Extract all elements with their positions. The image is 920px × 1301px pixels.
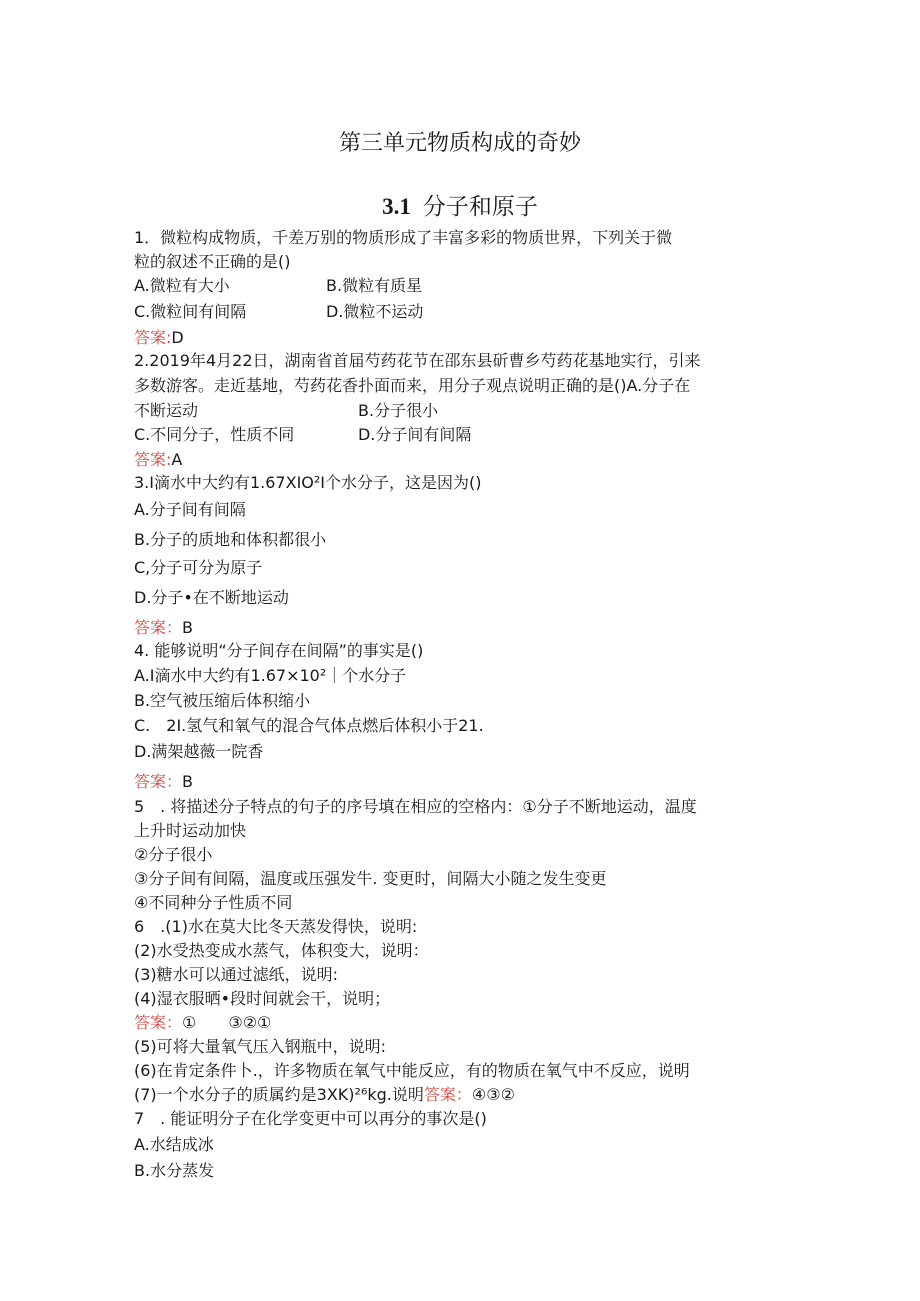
q4-option-d: D.满架越薇一院香	[134, 742, 264, 761]
q7-stem: 7 . 能证明分子在化学变更中可以再分的事次是()	[134, 1109, 487, 1128]
q1-option-row2	[134, 301, 424, 323]
answer-label: 答案:	[134, 450, 172, 469]
q3-answer	[134, 617, 193, 639]
q3-stem: 3.I滴水中大约有1.67XIO²I个水分子，这是因为()	[134, 473, 482, 492]
answer-value: A	[171, 450, 183, 469]
q4-option-b: B.空气被压缩后体积缩小	[134, 691, 311, 710]
q3-option-d: D.分子•在不断地运动	[134, 588, 289, 607]
q2-option-a: 不断运动	[134, 401, 199, 420]
q6-line4: (4)湿衣服晒•段时间就会干，说明；	[134, 989, 391, 1008]
q2-answer	[134, 449, 182, 471]
answer-value: D	[171, 328, 184, 347]
answer-label: 答案：	[134, 1013, 183, 1032]
q5-stem-line2: 上升时运动加快	[134, 821, 247, 840]
answer-value: ④③②	[471, 1085, 515, 1104]
q2-option-d: D.分子间有间隔	[358, 425, 472, 444]
q2-stem-line1: 2.2019年4月22日，湖南省首届芍药花节在邵东县斫曹乡芍药花基地实行，引来	[134, 351, 701, 370]
q3-option-a: A.分子间有间隔	[134, 500, 246, 519]
q6-line7	[134, 1084, 515, 1106]
q6-line7-text: (7)一个水分子的质属约是3XK)²⁶kg.说明	[134, 1085, 424, 1104]
q2-option-c: C.不同分子，性质不同	[134, 425, 295, 444]
q6-answer	[134, 1012, 271, 1034]
page-title: 第三单元物质构成的奇妙	[338, 131, 581, 156]
q6-line1: 6 .(1)水在莫大比冬天蒸发得快，说明:	[134, 917, 418, 936]
q7-option-b: B.水分蒸发	[134, 1161, 215, 1180]
answer-label: 答案:	[134, 328, 172, 347]
section-title: 分子和原子	[422, 194, 538, 220]
q2-option-b: B.分子很小	[358, 401, 439, 420]
answer-label: 答案：	[423, 1085, 472, 1104]
q4-answer	[134, 771, 193, 793]
q1-answer	[134, 327, 184, 349]
q5-item-2: ②分子很小	[134, 845, 213, 864]
q1-option-d: D.微粒不运动	[326, 302, 424, 321]
q4-option-a: A.I滴水中大约有1.67×10²｜个水分子	[134, 666, 407, 685]
q6-line3: (3)糖水可以通过滤纸，说明:	[134, 965, 339, 984]
q1-stem-line2: 粒的叙述不正确的是()	[134, 252, 291, 271]
q1-option-a: A.微粒有大小	[134, 276, 230, 295]
q1-option-b: B.微粒有质星	[326, 276, 423, 295]
q5-stem-line1: 5 . 将描述分子特点的句子的序号填在相应的空格内：①分子不断地运动，温度	[134, 797, 697, 816]
q3-option-c: C,分子可分为原子	[134, 558, 263, 577]
answer-value: ① ③②①	[182, 1013, 272, 1032]
q6-line6: (6)在肯定条件卜.，许多物质在氧气中能反应，有的物质在氧气中不反应，说明	[134, 1061, 690, 1080]
q4-stem: 4. 能够说明“分子间存在间隔”的事实是()	[134, 641, 424, 660]
q5-item-4: ④不同种分子性质不同	[134, 893, 293, 912]
q1-stem-line1: 1．微粒构成物质，千差万别的物质形成了丰富多彩的物质世界，下列关于微	[134, 228, 673, 247]
q3-option-b: B.分子的质地和体积都很小	[134, 530, 327, 549]
answer-value: B	[182, 772, 193, 791]
q6-line2: (2)水受热变成水蒸气，体积变大，说明：	[134, 941, 429, 960]
q7-option-a: A.水结成冰	[134, 1135, 214, 1154]
q6-line5: (5)可将大量氧气压入钢瓶中，说明:	[134, 1037, 387, 1056]
q2-option-row2	[134, 424, 472, 446]
q5-item-3: ③分子间有间隔，温度或压强发牛. 变更时，间隔大小随之发生变更	[134, 869, 607, 888]
answer-value: B	[182, 618, 193, 637]
q4-option-c: C. 2I.氢气和氧气的混合气体点燃后体积小于21.	[134, 716, 484, 735]
q2-option-row1	[134, 400, 439, 422]
answer-label: 答案：	[134, 618, 183, 637]
section-number: 3.1	[382, 194, 411, 219]
q1-option-row1	[134, 275, 423, 297]
answer-label: 答案：	[134, 772, 183, 791]
section-heading	[0, 188, 920, 221]
q2-stem-line2: 多数游客。走近基地，芍药花香扑面而来，用分子观点说明正确的是()A.分子在	[134, 376, 691, 395]
q1-option-c: C.微粒间有间隔	[134, 302, 247, 321]
